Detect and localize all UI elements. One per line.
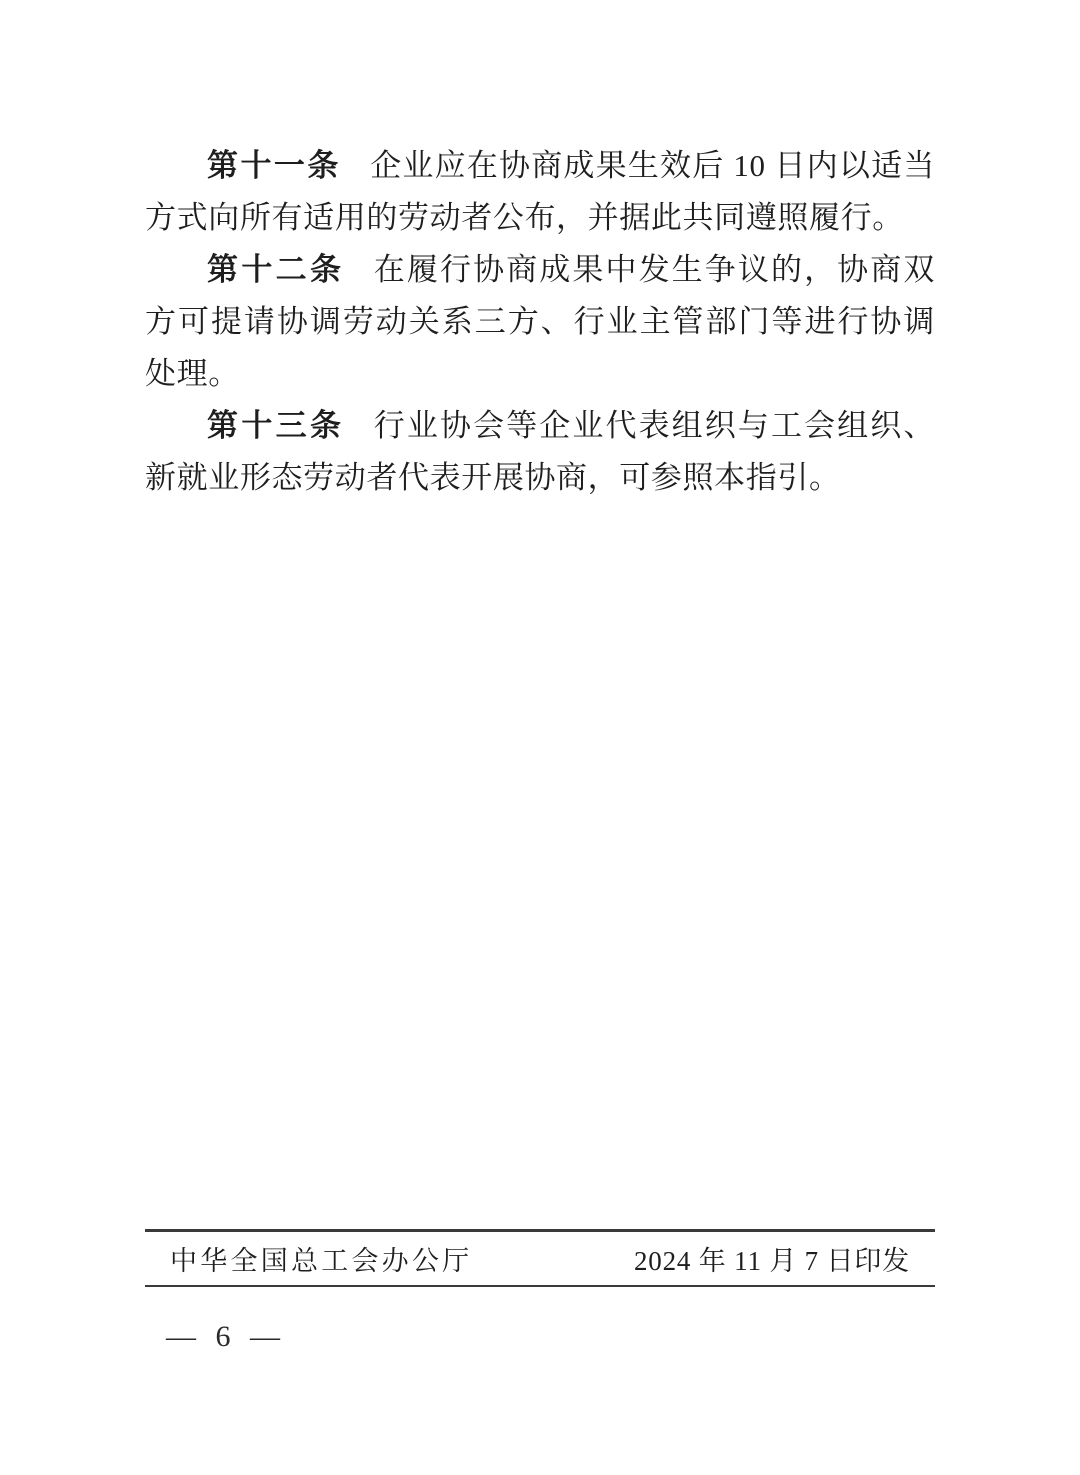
article-13-label: 第十三条 <box>207 408 345 443</box>
issuance-footer <box>145 1229 935 1287</box>
article-12-label: 第十二条 <box>207 252 345 287</box>
paragraph-article-12 <box>145 244 935 400</box>
article-13-text: 行业协会等企业代表组织与工会组织、新就业形态劳动者代表开展协商，可参照本指引。 <box>145 408 935 495</box>
issue-date: 2024 年 11 月 7 日印发 <box>633 1246 910 1276</box>
article-12-text: 在履行协商成果中发生争议的，协商双方可提请协调劳动关系三方、行业主管部门等进行协调处理。 <box>145 252 935 391</box>
document-body <box>145 140 935 504</box>
paragraph-article-11 <box>145 140 935 244</box>
article-11-label: 第十一条 <box>207 148 341 183</box>
article-11-text: 企业应在协商成果生效后 10 日内以适当方式向所有适用的劳动者公布，并据此共同遵照履行。 <box>145 148 935 235</box>
page-number: — 6 — <box>166 1320 281 1353</box>
paragraph-article-13 <box>145 400 935 504</box>
issuing-office: 中华全国总工会办公厅 <box>170 1246 473 1276</box>
